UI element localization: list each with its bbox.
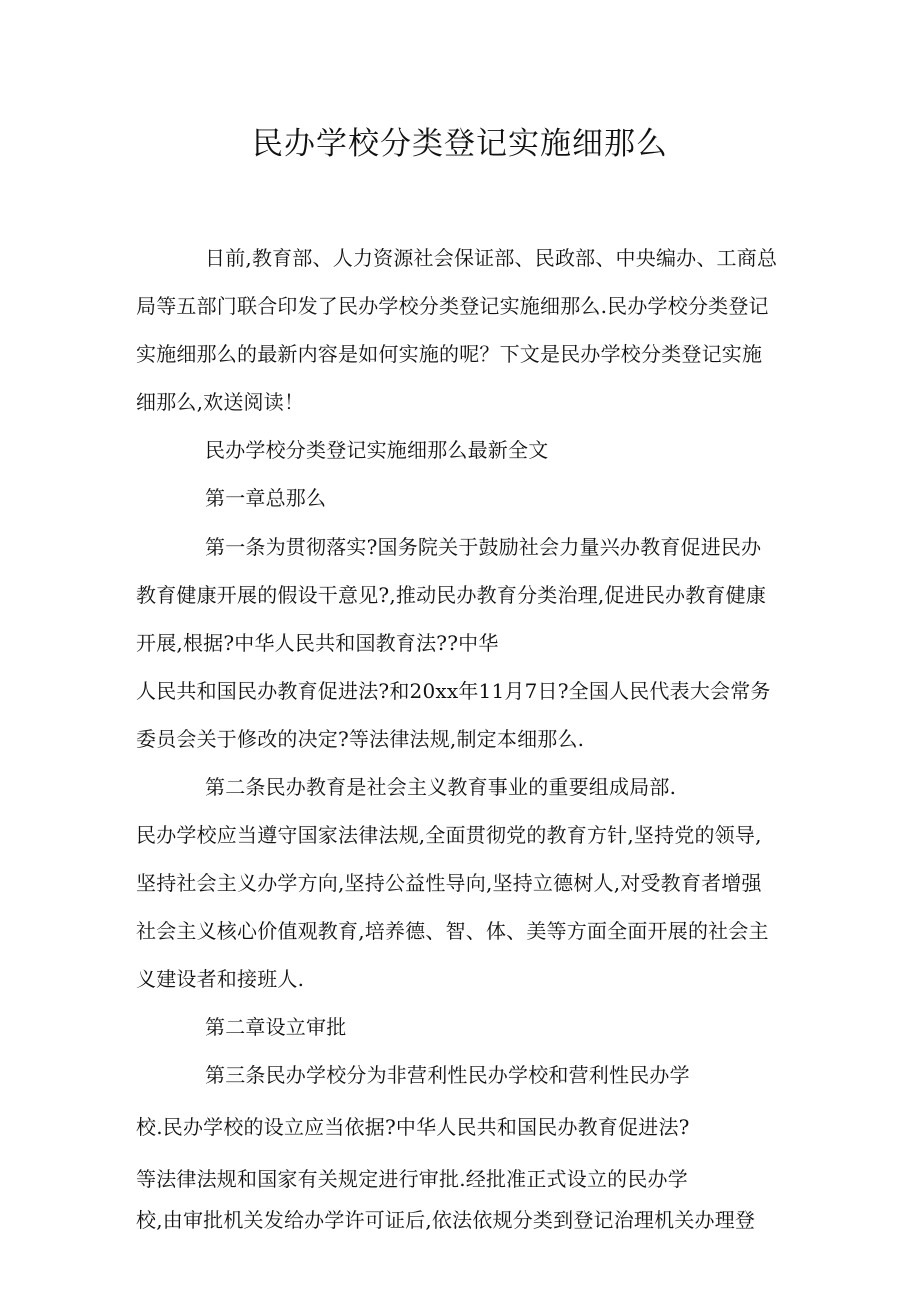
paragraph-line: 校,由审批机关发给办学许可证后,依法依规分类到登记治理机关办理登 <box>136 1208 756 1232</box>
paragraph-line: 等法律法规和国家有关规定进行审批.经批准正式设立的民办学 <box>136 1167 688 1191</box>
paragraph-line: 局等五部门联合印发了民办学校分类登记实施细那么.民办学校分类登记 <box>136 294 769 318</box>
paragraph-line: 第三条民办学校分为非营利性民办学校和营利性民办学 <box>205 1063 690 1087</box>
paragraph-line: 第一条为贯彻落实?国务院关于鼓励社会力量兴办教育促进民办 <box>205 535 762 559</box>
paragraph-line: 民办学校应当遵守国家法律法规,全面贯彻党的教育方针,坚持党的领导, <box>136 823 762 847</box>
paragraph-line: 校.民办学校的设立应当依据?中华人民共和国民办教育促进法? <box>136 1115 690 1139</box>
paragraph-line: 实施细那么的最新内容是如何实施的呢？下文是民办学校分类登记实施 <box>136 342 763 366</box>
paragraph-line: 坚持社会主义办学方向,坚持公益性导向,坚持立德树人,对受教育者增强 <box>136 871 762 895</box>
chapter-heading: 第一章总那么 <box>205 486 327 510</box>
paragraph-line: 义建设者和接班人. <box>136 967 305 991</box>
paragraph-line: 委员会关于修改的决定?等法律法规,制定本细那么. <box>136 727 585 751</box>
paragraph-line: 第二条民办教育是社会主义教育事业的重要组成局部. <box>205 775 677 799</box>
paragraph-line: 细那么,欢送阅读！ <box>136 390 305 414</box>
section-heading: 民办学校分类登记实施细那么最新全文 <box>205 438 549 462</box>
document-title: 民办学校分类登记实施细那么 <box>252 126 668 162</box>
paragraph-line: 日前,教育部、人力资源社会保证部、民政部、中央编办、工商总 <box>205 246 778 270</box>
paragraph-line: 教育健康开展的假设干意见?,推动民办教育分类治理,促进民办教育健康 <box>136 583 767 607</box>
paragraph-line: 人民共和国民办教育促进法?和20xx年11月7日?全国人民代表大会常务 <box>136 679 771 703</box>
chapter-heading: 第二章设立审批 <box>205 1015 347 1039</box>
paragraph-line: 开展,根据?中华人民共和国教育法??中华 <box>136 631 499 655</box>
paragraph-line: 社会主义核心价值观教育,培养德、智、体、美等方面全面开展的社会主 <box>136 919 769 943</box>
